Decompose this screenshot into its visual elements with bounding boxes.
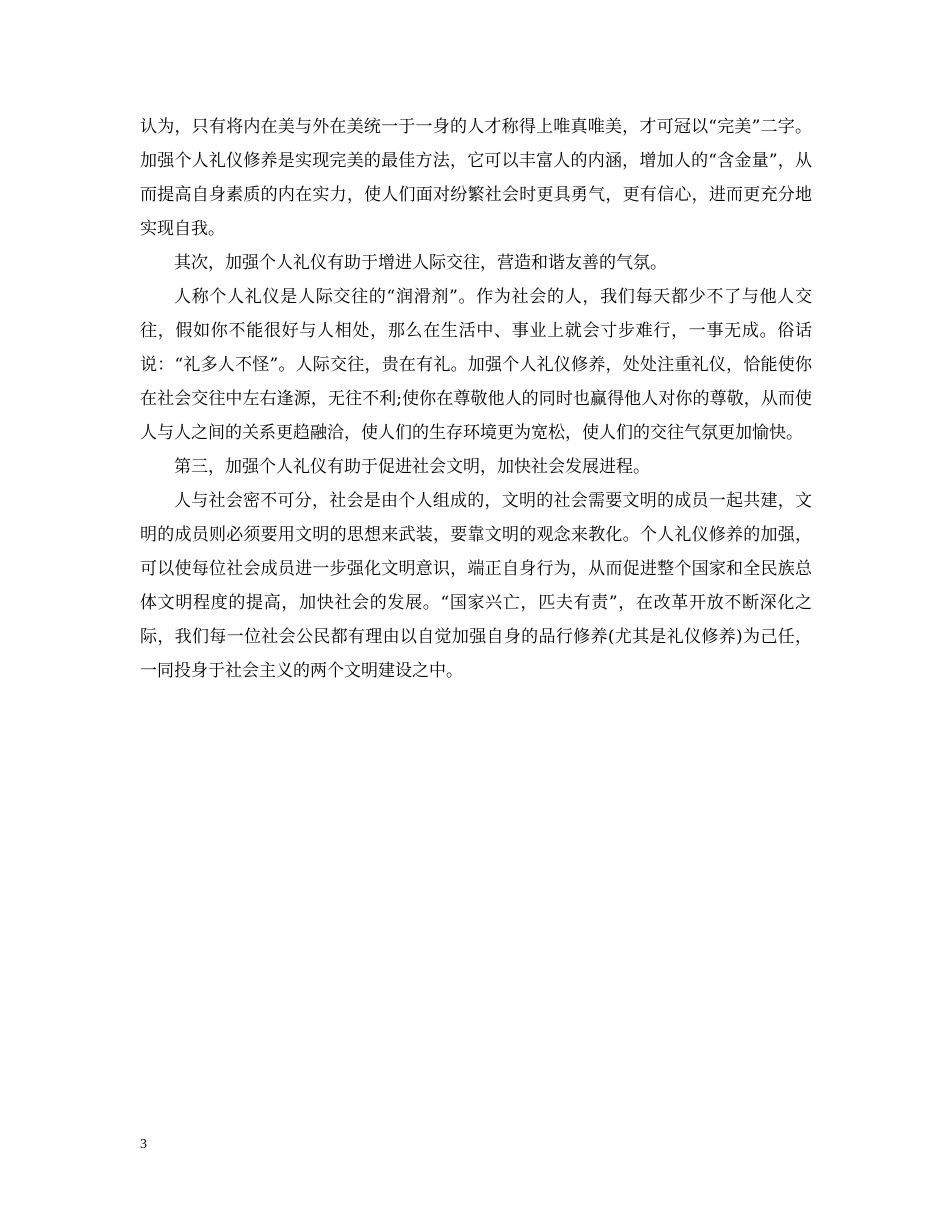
paragraph-continuation: 认为，只有将内在美与外在美统一于一身的人才称得上唯真唯美，才可冠以“完美”二字。加强个人礼仪修养是实现完美的最佳方法，它可以丰富人的内涵，增加人的“含金量”，从而提高自身素质的内在实力，使人们面对纷繁社会时更具勇气，更有信心，进而更充分地实现自我。 <box>140 117 812 239</box>
paragraph-third-point-heading: 第三，加强个人礼仪有助于促进社会文明，加快社会发展进程。 <box>174 457 650 477</box>
paragraph-second-point-heading: 其次，加强个人礼仪有助于增进人际交往，营造和谐友善的气氛。 <box>174 253 667 273</box>
paragraph-social-civilization: 人与社会密不可分，社会是由个人组成的，文明的社会需要文明的成员一起共建，文明的成员则必须要用文明的思想来武装，要靠文明的观念来教化。个人礼仪修养的加强，可以使每位社会成员进一步强化文明意识，端正自身行为，从而促进整个国家和全民族总体文明程度的提高，加快社会的发展。“国家兴亡，匹夫有责”，在改革开放不断深化之际，我们每一位社会公民都有理由以自觉加强自身的品行修养(尤其是礼仪修养)为己任，一同投身于社会主义的两个文明建设之中。 <box>140 491 812 681</box>
paragraph-social-interaction: 人称个人礼仪是人际交往的“润滑剂”。作为社会的人，我们每天都少不了与他人交往，假如你不能很好与人相处，那么在生活中、事业上就会寸步难行，一事无成。俗话说：“礼多人不怪”。人际交往，贵在有礼。加强个人礼仪修养，处处注重礼仪，恰能使你在社会交往中左右逢源，无往不利;使你在尊敬他人的同时也赢得他人对你的尊敬，从而使人与人之间的关系更趋融洽，使人们的生存环境更为宽松，使人们的交往气氛更加愉快。 <box>140 287 812 443</box>
document-body <box>140 110 812 688</box>
page-number: 3 <box>140 1137 147 1152</box>
